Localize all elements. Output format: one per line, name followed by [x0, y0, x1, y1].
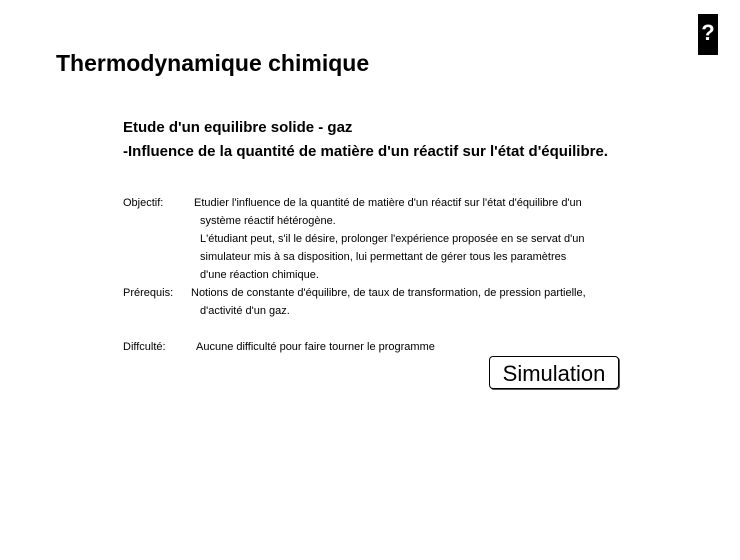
simulation-button[interactable]: Simulation [489, 356, 619, 389]
objectif-text-line: d'une réaction chimique. [200, 269, 319, 281]
subtitle-line-1: Etude d'un equilibre solide - gaz [123, 119, 353, 136]
prerequis-text-line: Notions de constante d'équilibre, de taux de transformation, de pression partielle, [191, 287, 586, 299]
help-button[interactable]: ? [698, 14, 718, 55]
objectif-label: Objectif: [123, 197, 164, 209]
prerequis-label: Prérequis: [123, 287, 174, 299]
difficulte-text: Aucune difficulté pour faire tourner le programme [196, 341, 435, 353]
objectif-text-line: Etudier l'influence de la quantité de matière d'un réactif sur l'état d'équilibre d'un [194, 197, 582, 209]
subtitle-line-2: -Influence de la quantité de matière d'un réactif sur l'état d'équilibre. [123, 143, 608, 160]
prerequis-text-line: d'activité d'un gaz. [200, 305, 290, 317]
difficulte-label: Diffculté: [123, 341, 166, 353]
objectif-text-line: L'étudiant peut, s'il le désire, prolonger l'expérience proposée en se servat d'un [200, 233, 585, 245]
page-title: Thermodynamique chimique [56, 50, 370, 76]
objectif-text-line: système réactif hétérogène. [200, 215, 336, 227]
objectif-text-line: simulateur mis à sa disposition, lui permettant de gérer tous les paramètres [200, 251, 567, 263]
